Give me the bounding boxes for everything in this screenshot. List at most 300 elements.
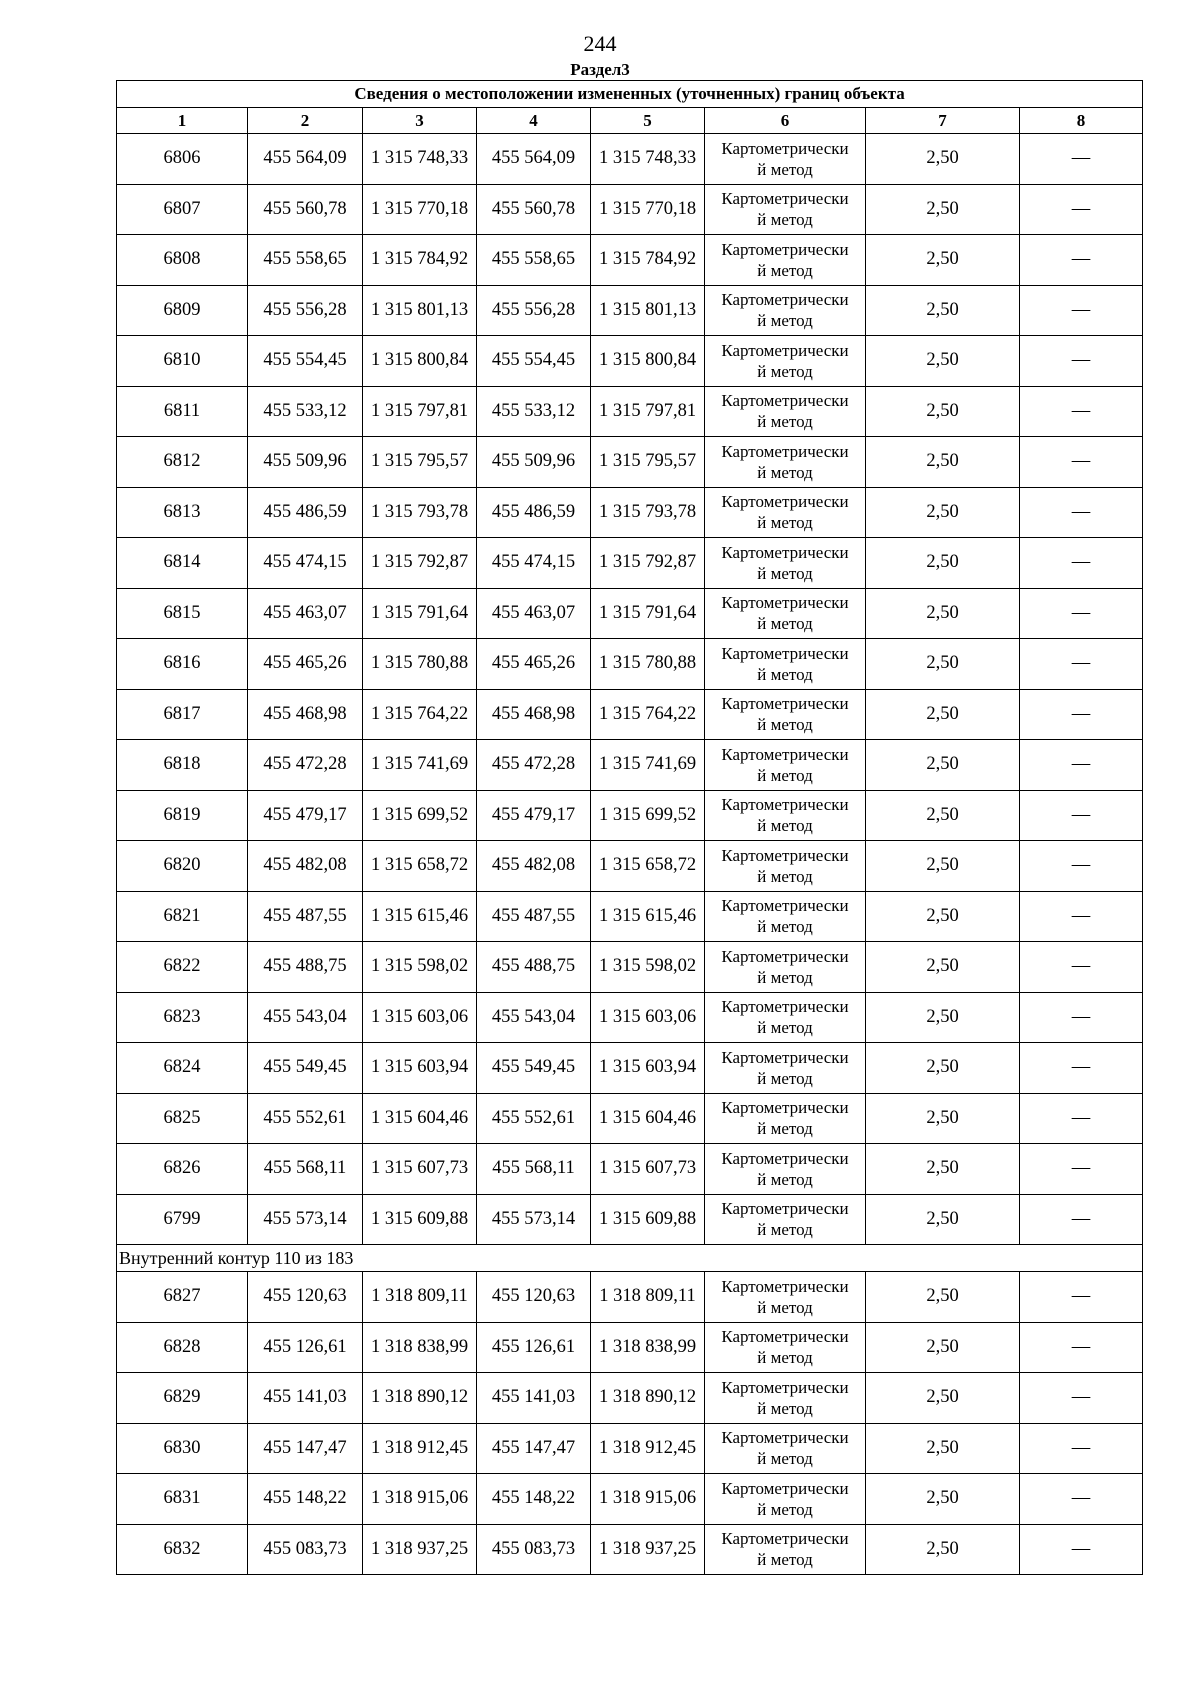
y-new-cell: 1 318 890,12 [591,1373,705,1424]
y-old-cell: 1 318 838,99 [363,1322,477,1373]
method-cell [705,437,866,488]
description-cell: — [1020,1093,1143,1144]
table-row [117,689,1143,740]
method-cell [705,134,866,185]
contour-heading-row [117,1245,1143,1272]
y-new-cell: 1 315 603,06 [591,992,705,1043]
y-new-cell: 1 315 791,64 [591,588,705,639]
y-old-cell: 1 315 598,02 [363,942,477,993]
y-old-cell: 1 318 937,25 [363,1524,477,1575]
table-row [117,1373,1143,1424]
table-row [117,1322,1143,1373]
method-label-line2: й метод [757,361,813,381]
method-cell [705,1373,866,1424]
y-new-cell: 1 315 604,46 [591,1093,705,1144]
x-new-cell: 455 573,14 [477,1194,591,1245]
table-caption-row [117,81,1143,108]
description-cell: — [1020,841,1143,892]
method-label-line2: й метод [757,1119,813,1139]
method-label-line2: й метод [757,260,813,280]
method-cell [705,740,866,791]
x-new-cell: 455 482,08 [477,841,591,892]
accuracy-cell: 2,50 [866,285,1020,336]
description-cell: — [1020,437,1143,488]
table-row [117,790,1143,841]
description-cell: — [1020,336,1143,387]
accuracy-cell: 2,50 [866,1194,1020,1245]
accuracy-cell: 2,50 [866,689,1020,740]
x-old-cell: 455 533,12 [248,386,363,437]
method-label-line1: Картометрически [721,744,849,764]
y-old-cell: 1 315 658,72 [363,841,477,892]
method-label-line2: й метод [757,765,813,785]
method-cell [705,992,866,1043]
method-label-line1: Картометрически [721,795,849,815]
x-old-cell: 455 552,61 [248,1093,363,1144]
description-cell: — [1020,790,1143,841]
point-number-cell: 6819 [117,790,248,841]
method-label-line1: Картометрически [721,340,849,360]
x-new-cell: 455 487,55 [477,891,591,942]
method-cell [705,336,866,387]
description-cell: — [1020,588,1143,639]
accuracy-cell: 2,50 [866,992,1020,1043]
method-label-line1: Картометрически [721,1478,849,1498]
x-new-cell: 455 564,09 [477,134,591,185]
method-label-line1: Картометрически [721,1148,849,1168]
y-new-cell: 1 315 793,78 [591,487,705,538]
table-row [117,740,1143,791]
y-old-cell: 1 315 780,88 [363,639,477,690]
description-cell: — [1020,235,1143,286]
y-new-cell: 1 315 764,22 [591,689,705,740]
method-cell [705,1093,866,1144]
point-number-cell: 6823 [117,992,248,1043]
description-cell: — [1020,1322,1143,1373]
method-label-line2: й метод [757,1550,813,1570]
method-label-line1: Картометрически [721,694,849,714]
point-number-cell: 6821 [117,891,248,942]
table-row [117,1272,1143,1323]
point-number-cell: 6812 [117,437,248,488]
x-old-cell: 455 564,09 [248,134,363,185]
method-cell [705,1194,866,1245]
method-label-line1: Картометрически [721,290,849,310]
method-cell [705,1322,866,1373]
method-label-line1: Картометрически [721,391,849,411]
y-new-cell: 1 315 699,52 [591,790,705,841]
table-row [117,1093,1143,1144]
table-row [117,487,1143,538]
x-old-cell: 455 141,03 [248,1373,363,1424]
y-old-cell: 1 315 784,92 [363,235,477,286]
method-label-line1: Картометрически [721,189,849,209]
description-cell: — [1020,1373,1143,1424]
method-label-line1: Картометрически [721,845,849,865]
x-new-cell: 455 463,07 [477,588,591,639]
x-new-cell: 455 147,47 [477,1423,591,1474]
accuracy-cell: 2,50 [866,184,1020,235]
table-row [117,134,1143,185]
method-label-line1: Картометрически [721,593,849,613]
accuracy-cell: 2,50 [866,942,1020,993]
y-new-cell: 1 318 912,45 [591,1423,705,1474]
x-new-cell: 455 486,59 [477,487,591,538]
method-label-line2: й метод [757,715,813,735]
method-label-line1: Картометрически [721,997,849,1017]
y-new-cell: 1 315 609,88 [591,1194,705,1245]
x-new-cell: 455 126,61 [477,1322,591,1373]
method-cell [705,689,866,740]
point-number-cell: 6815 [117,588,248,639]
y-new-cell: 1 315 741,69 [591,740,705,791]
table-row [117,1144,1143,1195]
point-number-cell: 6827 [117,1272,248,1323]
method-label-line1: Картометрически [721,946,849,966]
y-old-cell: 1 318 890,12 [363,1373,477,1424]
table-row [117,285,1143,336]
x-new-cell: 455 556,28 [477,285,591,336]
method-label-line1: Картометрически [721,441,849,461]
column-header: 5 [591,108,705,134]
accuracy-cell: 2,50 [866,487,1020,538]
x-new-cell: 455 568,11 [477,1144,591,1195]
column-header: 6 [705,108,866,134]
x-old-cell: 455 472,28 [248,740,363,791]
table-row [117,184,1143,235]
y-old-cell: 1 318 915,06 [363,1474,477,1525]
accuracy-cell: 2,50 [866,740,1020,791]
y-old-cell: 1 315 797,81 [363,386,477,437]
accuracy-cell: 2,50 [866,1144,1020,1195]
method-label-line1: Картометрически [721,1047,849,1067]
x-new-cell: 455 141,03 [477,1373,591,1424]
point-number-cell: 6799 [117,1194,248,1245]
x-old-cell: 455 543,04 [248,992,363,1043]
y-old-cell: 1 315 770,18 [363,184,477,235]
method-label-line2: й метод [757,563,813,583]
x-new-cell: 455 083,73 [477,1524,591,1575]
point-number-cell: 6811 [117,386,248,437]
method-cell [705,184,866,235]
y-old-cell: 1 315 791,64 [363,588,477,639]
method-cell [705,1474,866,1525]
method-cell [705,1144,866,1195]
method-label-line1: Картометрически [721,1428,849,1448]
y-old-cell: 1 318 912,45 [363,1423,477,1474]
method-cell [705,639,866,690]
description-cell: — [1020,1043,1143,1094]
x-new-cell: 455 479,17 [477,790,591,841]
accuracy-cell: 2,50 [866,538,1020,589]
y-old-cell: 1 315 800,84 [363,336,477,387]
method-cell [705,1524,866,1575]
method-cell [705,790,866,841]
y-old-cell: 1 315 603,94 [363,1043,477,1094]
table-row [117,336,1143,387]
description-cell: — [1020,1474,1143,1525]
x-new-cell: 455 474,15 [477,538,591,589]
point-number-cell: 6820 [117,841,248,892]
y-old-cell: 1 315 801,13 [363,285,477,336]
point-number-cell: 6813 [117,487,248,538]
method-cell [705,235,866,286]
description-cell: — [1020,992,1143,1043]
description-cell: — [1020,1272,1143,1323]
y-new-cell: 1 315 784,92 [591,235,705,286]
accuracy-cell: 2,50 [866,437,1020,488]
accuracy-cell: 2,50 [866,134,1020,185]
table-row [117,235,1143,286]
method-label-line1: Картометрически [721,239,849,259]
description-cell: — [1020,386,1143,437]
y-new-cell: 1 315 780,88 [591,639,705,690]
description-cell: — [1020,1194,1143,1245]
point-number-cell: 6824 [117,1043,248,1094]
x-old-cell: 455 556,28 [248,285,363,336]
table-row [117,1474,1143,1525]
y-old-cell: 1 315 741,69 [363,740,477,791]
method-label-line2: й метод [757,1398,813,1418]
accuracy-cell: 2,50 [866,790,1020,841]
x-old-cell: 455 509,96 [248,437,363,488]
table-row [117,992,1143,1043]
y-old-cell: 1 315 699,52 [363,790,477,841]
x-old-cell: 455 486,59 [248,487,363,538]
y-new-cell: 1 315 795,57 [591,437,705,488]
point-number-cell: 6829 [117,1373,248,1424]
x-new-cell: 455 560,78 [477,184,591,235]
accuracy-cell: 2,50 [866,1524,1020,1575]
description-cell: — [1020,184,1143,235]
x-new-cell: 455 533,12 [477,386,591,437]
method-label-line1: Картометрически [721,138,849,158]
description-cell: — [1020,639,1143,690]
y-new-cell: 1 318 809,11 [591,1272,705,1323]
point-number-cell: 6831 [117,1474,248,1525]
point-number-cell: 6826 [117,1144,248,1195]
method-label-line1: Картометрически [721,896,849,916]
table-row [117,538,1143,589]
table-row [117,942,1143,993]
method-label-line1: Картометрически [721,1529,849,1549]
table-row [117,1043,1143,1094]
method-cell [705,588,866,639]
point-number-cell: 6806 [117,134,248,185]
point-number-cell: 6825 [117,1093,248,1144]
x-old-cell: 455 468,98 [248,689,363,740]
x-old-cell: 455 573,14 [248,1194,363,1245]
x-new-cell: 455 465,26 [477,639,591,690]
x-new-cell: 455 552,61 [477,1093,591,1144]
method-cell [705,538,866,589]
method-label-line1: Картометрически [721,1098,849,1118]
y-new-cell: 1 315 603,94 [591,1043,705,1094]
method-label-line2: й метод [757,917,813,937]
x-new-cell: 455 558,65 [477,235,591,286]
method-label-line2: й метод [757,1220,813,1240]
method-label-line2: й метод [757,816,813,836]
y-old-cell: 1 315 609,88 [363,1194,477,1245]
x-old-cell: 455 465,26 [248,639,363,690]
y-new-cell: 1 315 770,18 [591,184,705,235]
y-new-cell: 1 315 615,46 [591,891,705,942]
y-new-cell: 1 318 838,99 [591,1322,705,1373]
column-header: 2 [248,108,363,134]
method-label-line2: й метод [757,664,813,684]
method-label-line2: й метод [757,462,813,482]
column-header: 1 [117,108,248,134]
point-number-cell: 6807 [117,184,248,235]
y-old-cell: 1 315 748,33 [363,134,477,185]
x-new-cell: 455 488,75 [477,942,591,993]
x-old-cell: 455 487,55 [248,891,363,942]
x-old-cell: 455 560,78 [248,184,363,235]
y-old-cell: 1 315 764,22 [363,689,477,740]
description-cell: — [1020,891,1143,942]
method-cell [705,386,866,437]
x-new-cell: 455 549,45 [477,1043,591,1094]
table-row [117,841,1143,892]
description-cell: — [1020,487,1143,538]
y-new-cell: 1 315 658,72 [591,841,705,892]
method-label-line1: Картометрически [721,643,849,663]
method-label-line2: й метод [757,210,813,230]
point-number-cell: 6808 [117,235,248,286]
description-cell: — [1020,942,1143,993]
table-row [117,1194,1143,1245]
table-row [117,588,1143,639]
y-old-cell: 1 315 603,06 [363,992,477,1043]
method-label-line2: й метод [757,311,813,331]
x-old-cell: 455 147,47 [248,1423,363,1474]
method-label-line2: й метод [757,412,813,432]
point-number-cell: 6828 [117,1322,248,1373]
method-cell [705,942,866,993]
method-cell [705,487,866,538]
method-label-line1: Картометрически [721,1377,849,1397]
x-old-cell: 455 568,11 [248,1144,363,1195]
x-new-cell: 455 120,63 [477,1272,591,1323]
description-cell: — [1020,1524,1143,1575]
point-number-cell: 6818 [117,740,248,791]
y-new-cell: 1 315 607,73 [591,1144,705,1195]
accuracy-cell: 2,50 [866,1423,1020,1474]
method-label-line2: й метод [757,866,813,886]
x-old-cell: 455 474,15 [248,538,363,589]
x-old-cell: 455 126,61 [248,1322,363,1373]
page-number: 244 [583,31,617,56]
y-old-cell: 1 315 795,57 [363,437,477,488]
y-old-cell: 1 315 792,87 [363,538,477,589]
contour-heading: Внутренний контур 110 из 183 [117,1245,1143,1272]
x-old-cell: 455 558,65 [248,235,363,286]
table-row [117,1423,1143,1474]
accuracy-cell: 2,50 [866,891,1020,942]
point-number-cell: 6814 [117,538,248,589]
accuracy-cell: 2,50 [866,1093,1020,1144]
description-cell: — [1020,740,1143,791]
y-new-cell: 1 315 801,13 [591,285,705,336]
y-old-cell: 1 315 793,78 [363,487,477,538]
method-label-line1: Картометрически [721,1199,849,1219]
y-old-cell: 1 315 615,46 [363,891,477,942]
y-new-cell: 1 318 915,06 [591,1474,705,1525]
table-body [117,134,1143,1575]
method-label-line2: й метод [757,1169,813,1189]
x-new-cell: 455 468,98 [477,689,591,740]
y-new-cell: 1 315 748,33 [591,134,705,185]
coordinates-table [116,80,1143,1575]
method-label-line2: й метод [757,159,813,179]
method-label-line2: й метод [757,1297,813,1317]
column-header-row [117,108,1143,134]
method-label-line2: й метод [757,1018,813,1038]
x-old-cell: 455 120,63 [248,1272,363,1323]
accuracy-cell: 2,50 [866,1373,1020,1424]
table-row [117,891,1143,942]
accuracy-cell: 2,50 [866,1043,1020,1094]
x-old-cell: 455 148,22 [248,1474,363,1525]
x-old-cell: 455 549,45 [248,1043,363,1094]
description-cell: — [1020,538,1143,589]
x-old-cell: 455 479,17 [248,790,363,841]
x-old-cell: 455 482,08 [248,841,363,892]
x-old-cell: 455 554,45 [248,336,363,387]
y-new-cell: 1 315 598,02 [591,942,705,993]
method-label-line2: й метод [757,1499,813,1519]
method-label-line2: й метод [757,1348,813,1368]
method-cell [705,285,866,336]
table-row [117,1524,1143,1575]
method-label-line1: Картометрически [721,542,849,562]
accuracy-cell: 2,50 [866,336,1020,387]
point-number-cell: 6832 [117,1524,248,1575]
method-label-line2: й метод [757,1449,813,1469]
point-number-cell: 6816 [117,639,248,690]
method-cell [705,891,866,942]
accuracy-cell: 2,50 [866,1474,1020,1525]
y-old-cell: 1 315 607,73 [363,1144,477,1195]
accuracy-cell: 2,50 [866,1272,1020,1323]
table-row [117,386,1143,437]
column-header: 3 [363,108,477,134]
column-header: 8 [1020,108,1143,134]
table-caption: Сведения о местоположении измененных (уточненных) границ объекта [117,81,1143,108]
method-label-line1: Картометрически [721,1276,849,1296]
section-title: Раздел3 [570,60,630,79]
point-number-cell: 6817 [117,689,248,740]
description-cell: — [1020,1423,1143,1474]
point-number-cell: 6830 [117,1423,248,1474]
y-new-cell: 1 315 797,81 [591,386,705,437]
method-label-line2: й метод [757,513,813,533]
description-cell: — [1020,1144,1143,1195]
x-old-cell: 455 083,73 [248,1524,363,1575]
description-cell: — [1020,689,1143,740]
y-new-cell: 1 315 792,87 [591,538,705,589]
accuracy-cell: 2,50 [866,235,1020,286]
column-header: 7 [866,108,1020,134]
x-old-cell: 455 488,75 [248,942,363,993]
accuracy-cell: 2,50 [866,386,1020,437]
method-cell [705,1272,866,1323]
column-header: 4 [477,108,591,134]
y-old-cell: 1 318 809,11 [363,1272,477,1323]
method-label-line2: й метод [757,967,813,987]
method-label-line2: й метод [757,1068,813,1088]
accuracy-cell: 2,50 [866,639,1020,690]
